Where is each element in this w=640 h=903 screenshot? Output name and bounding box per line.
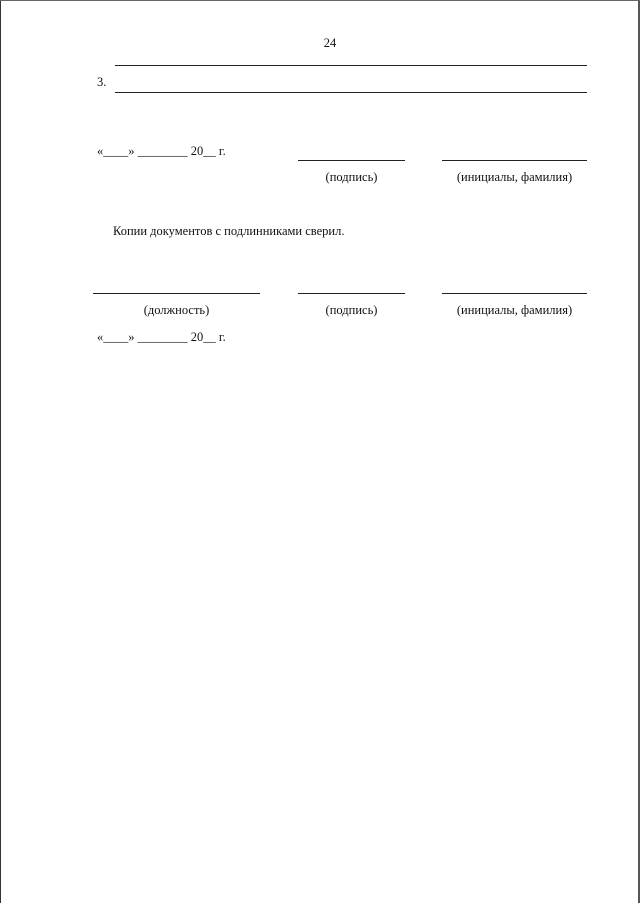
- signature-line: [298, 160, 405, 161]
- page-edge-top: [0, 0, 640, 1]
- signature-caption: (подпись): [325, 170, 378, 184]
- blank-line-item3: [115, 92, 587, 93]
- initials-caption: (инициалы, фамилия): [456, 303, 573, 317]
- blank-line-top: [115, 65, 587, 66]
- verification-text: Копии документов с подлинниками сверил.: [113, 224, 345, 238]
- page-edge-left: [0, 0, 1, 903]
- item-number: 3.: [97, 75, 107, 89]
- signature-caption: (подпись): [325, 303, 378, 317]
- position-line: [93, 293, 260, 294]
- initials-line: [442, 293, 587, 294]
- signature-line: [298, 293, 405, 294]
- initials-line: [442, 160, 587, 161]
- page-number: 24: [323, 36, 337, 50]
- position-caption: (должность): [143, 303, 210, 317]
- date-line: «____» ________ 20__ г.: [97, 144, 226, 158]
- date-line: «____» ________ 20__ г.: [97, 330, 226, 344]
- initials-caption: (инициалы, фамилия): [456, 170, 573, 184]
